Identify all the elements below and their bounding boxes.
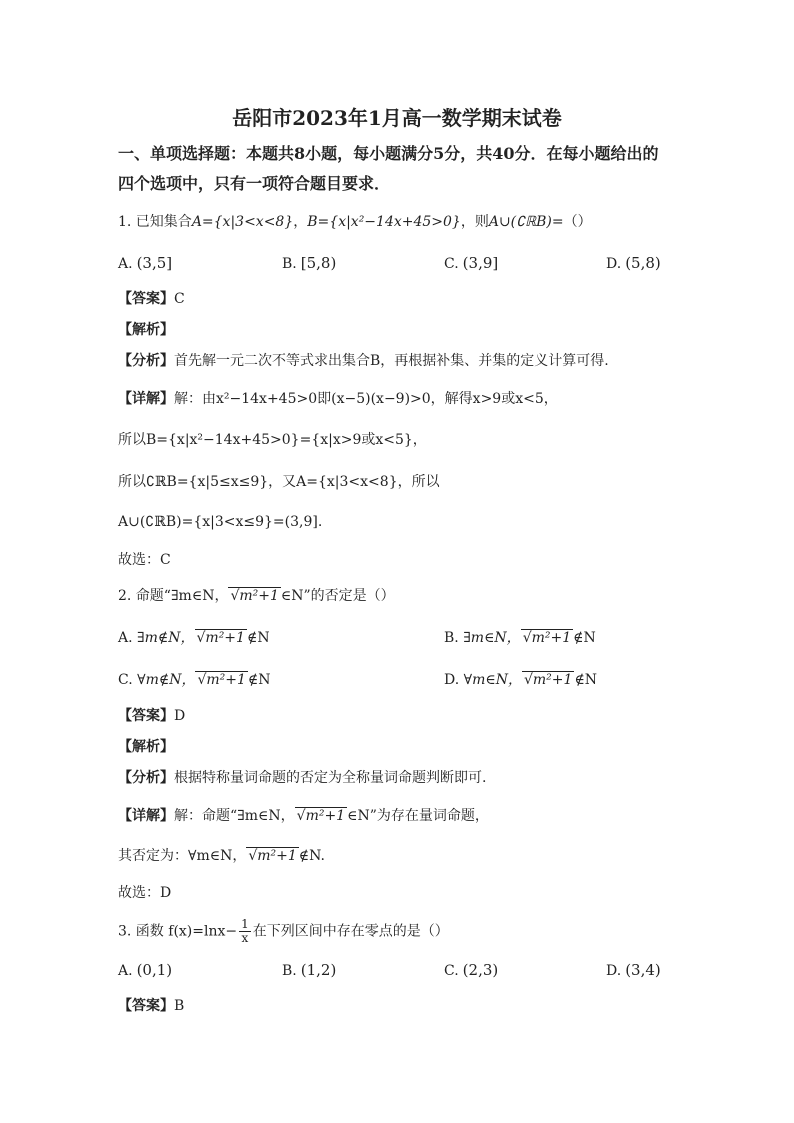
fraction bbox=[239, 918, 251, 945]
q3-option-b[interactable] bbox=[282, 960, 336, 981]
option-rel: ∉N bbox=[246, 630, 270, 646]
option-value: [5,8) bbox=[300, 254, 337, 272]
q1-detail-3: 所以∁ℝB={x|5≤x≤9}，又A={x|3<x<8}，所以 bbox=[118, 474, 440, 490]
fenxi-tag: 【分析】 bbox=[118, 770, 174, 786]
q1-paren: （） bbox=[563, 214, 592, 230]
q1-option-b[interactable] bbox=[282, 253, 336, 274]
q2-detail-1 bbox=[118, 806, 754, 826]
answer-value: C bbox=[174, 291, 185, 307]
option-rel: ∉N bbox=[574, 672, 598, 688]
option-label: B. bbox=[282, 256, 297, 272]
option-quant: ∃m∈N， bbox=[463, 630, 521, 646]
q3-stem-b: 在下列区间中存在零点的是（） bbox=[252, 923, 449, 940]
q3-option-c[interactable] bbox=[444, 960, 498, 981]
sqrt-expr: √m²+1 bbox=[196, 630, 245, 646]
option-label: C. bbox=[444, 963, 459, 979]
section-heading-line2: 四个选项中，只有一项符合题目要求． bbox=[118, 174, 391, 193]
option-rel: ∉N bbox=[247, 672, 271, 688]
option-label: B. bbox=[444, 630, 459, 646]
option-label: A. bbox=[118, 963, 133, 979]
q1-option-a[interactable] bbox=[118, 253, 172, 274]
q1-then: ，则 bbox=[460, 214, 489, 230]
q2-stem-b: ∈N”的否定是（） bbox=[280, 588, 395, 604]
root-content: m²+1 bbox=[305, 808, 346, 824]
q1-set-b: B={x|x²−14x+45>0} bbox=[307, 214, 461, 230]
question-2-stem bbox=[118, 586, 754, 606]
q1-set-a: A={x|3<x<8} bbox=[191, 214, 294, 230]
sqrt-expr: √m²+1 bbox=[197, 672, 246, 688]
q2-option-a[interactable] bbox=[118, 628, 270, 648]
fenxi-text: 首先解一元二次不等式求出集合B，再根据补集、并集的定义计算可得. bbox=[174, 353, 609, 369]
option-label: A. bbox=[118, 256, 133, 272]
q2-analysis-tag: 【解析】 bbox=[118, 739, 174, 755]
root-content: m²+1 bbox=[239, 588, 279, 604]
q1-fenxi bbox=[118, 351, 754, 371]
answer-value: B bbox=[174, 998, 185, 1014]
fenxi-tag: 【分析】 bbox=[118, 353, 174, 369]
q3-stem-a: 3. 函数 f(x)=lnx− bbox=[118, 923, 238, 940]
q2-stem-a: 2. 命题“∃m∈N， bbox=[118, 588, 229, 604]
section-heading-line1: 一、单项选择题：本题共8小题，每小题满分5分，共40分．在每小题给出的 bbox=[118, 144, 659, 163]
detail-tag: 【详解】 bbox=[118, 808, 174, 824]
detail-tag: 【详解】 bbox=[118, 391, 174, 407]
option-value: (2,3) bbox=[462, 961, 499, 979]
option-value: (3,9] bbox=[462, 254, 499, 272]
sqrt-expr: √m²+1 bbox=[296, 808, 346, 824]
detail-text: 解：由x²−14x+45>0即(x−5)(x−9)>0，解得x>9或x<5， bbox=[174, 391, 558, 407]
sqrt-expr: √m²+1 bbox=[522, 630, 572, 646]
option-label: C. bbox=[444, 256, 459, 272]
q1-expr: A∪(∁ℝB)= bbox=[488, 214, 564, 230]
question-3-stem bbox=[118, 918, 754, 945]
q1-option-c[interactable] bbox=[444, 253, 498, 274]
q1-option-d[interactable] bbox=[606, 253, 661, 274]
option-label: A. bbox=[118, 630, 133, 646]
option-label: C. bbox=[118, 672, 133, 688]
option-value: (1,2) bbox=[300, 961, 337, 979]
sqrt-expr: √m²+1 bbox=[523, 672, 573, 688]
option-label: B. bbox=[282, 963, 297, 979]
sqrt-expr: √m²+1 bbox=[248, 848, 297, 864]
option-value: (3,5] bbox=[136, 254, 173, 272]
detail-text: 解：命题“∃m∈N， bbox=[174, 808, 295, 824]
answer-tag: 【答案】 bbox=[118, 998, 174, 1014]
answer-value: D bbox=[174, 708, 186, 724]
q1-analysis-tag: 【解析】 bbox=[118, 322, 174, 338]
q2-answer bbox=[118, 706, 754, 726]
q2-conclusion: 故选：D bbox=[118, 885, 172, 901]
q2-option-c[interactable] bbox=[118, 670, 271, 690]
q2-option-b[interactable] bbox=[444, 628, 596, 648]
q2-fenxi bbox=[118, 768, 754, 788]
root-content: m²+1 bbox=[531, 630, 572, 646]
q1-answer bbox=[118, 289, 754, 309]
detail-text-b: ∉N. bbox=[298, 848, 325, 864]
option-quant: ∀m∉N， bbox=[137, 672, 196, 688]
root-content: m²+1 bbox=[206, 672, 246, 688]
root-content: m²+1 bbox=[532, 672, 573, 688]
option-quant: ∃m∉N， bbox=[137, 630, 195, 646]
q1-conclusion: 故选：C bbox=[118, 552, 171, 568]
q2-detail-2 bbox=[118, 846, 754, 866]
option-value: (5,8) bbox=[625, 254, 661, 272]
option-rel: ∉N bbox=[573, 630, 596, 646]
answer-tag: 【答案】 bbox=[118, 708, 174, 724]
detail-text-b: ∈N”为存在量词命题， bbox=[347, 808, 489, 824]
detail-text: 其否定为：∀m∈N， bbox=[118, 848, 247, 864]
sqrt-expr: √m²+1 bbox=[230, 588, 279, 604]
option-label: D. bbox=[444, 672, 460, 688]
q1-prefix: 1. 已知集合 bbox=[118, 214, 192, 230]
fraction-numerator: 1 bbox=[241, 917, 249, 931]
q1-sep: ， bbox=[293, 214, 308, 230]
option-quant: ∀m∈N， bbox=[463, 672, 522, 688]
q1-detail-2: 所以B={x|x²−14x+45>0}={x|x>9或x<5}， bbox=[118, 432, 427, 448]
q1-detail-1 bbox=[118, 389, 754, 409]
question-1-stem bbox=[118, 212, 754, 232]
root-content: m²+1 bbox=[257, 848, 297, 864]
option-label: D. bbox=[606, 256, 622, 272]
page-title: 岳阳市2023年1月高一数学期末试卷 bbox=[232, 106, 562, 130]
q2-option-d[interactable] bbox=[444, 670, 597, 690]
q3-option-d[interactable] bbox=[606, 960, 661, 981]
answer-tag: 【答案】 bbox=[118, 291, 174, 307]
fenxi-text: 根据特称量词命题的否定为全称量词命题判断即可. bbox=[174, 770, 487, 786]
option-value: (0,1) bbox=[136, 961, 173, 979]
option-label: D. bbox=[606, 963, 622, 979]
fraction-denominator: x bbox=[241, 931, 249, 945]
option-value: (3,4) bbox=[625, 961, 661, 979]
root-content: m²+1 bbox=[205, 630, 245, 646]
q3-option-a[interactable] bbox=[118, 960, 172, 981]
q1-detail-4: A∪(∁ℝB)={x|3<x≤9}=(3,9]. bbox=[118, 514, 323, 530]
q3-answer bbox=[118, 996, 754, 1016]
